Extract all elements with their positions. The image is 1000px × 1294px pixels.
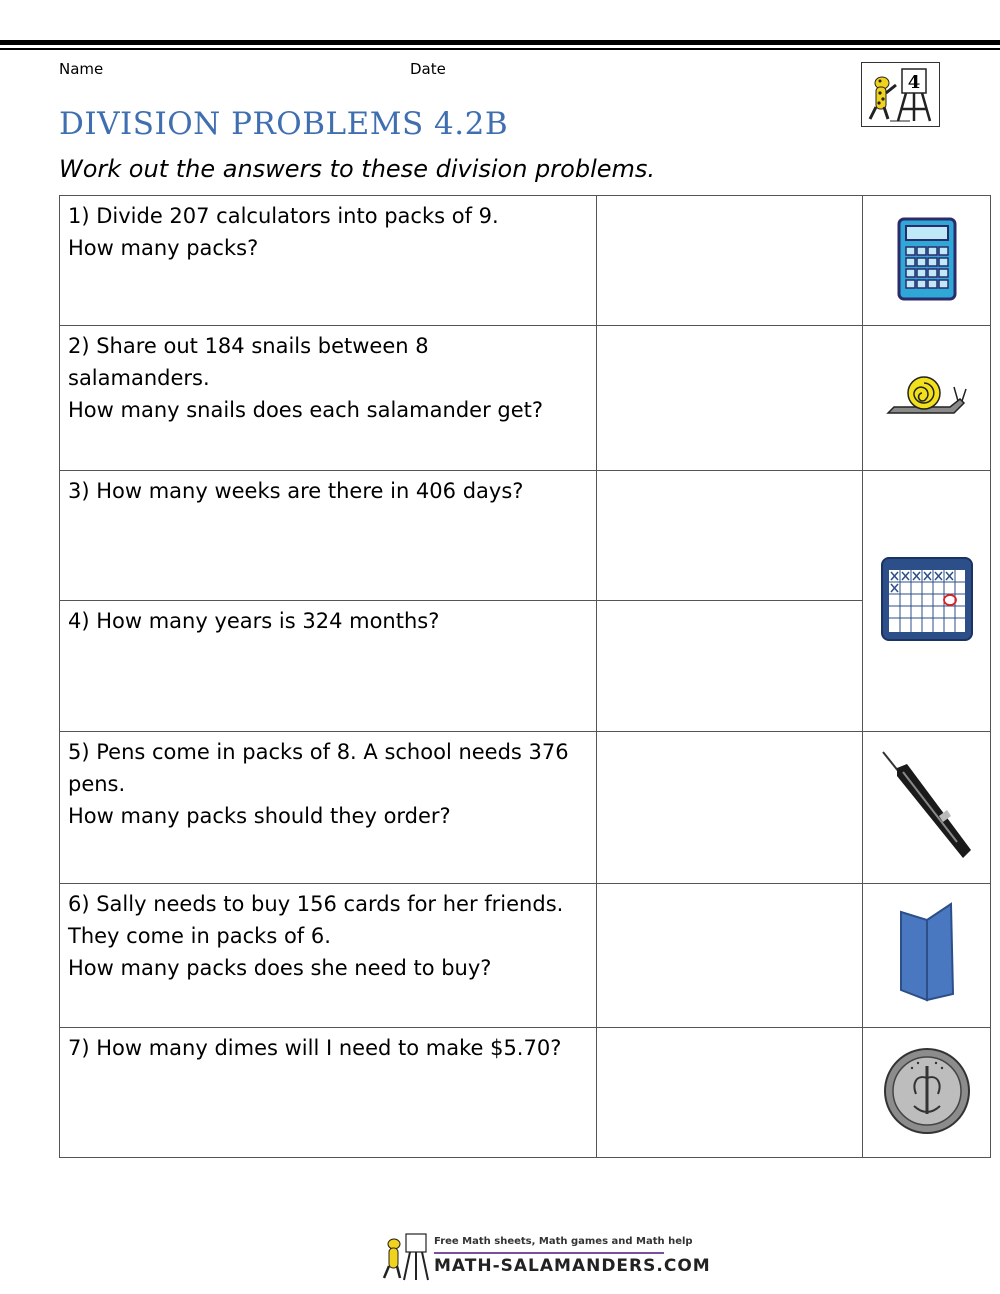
- question-text: 6) Sally needs to buy 156 cards for her friends.: [68, 892, 564, 916]
- table-row: [60, 732, 991, 884]
- answer-cell[interactable]: [597, 1028, 863, 1158]
- snail-icon: [884, 373, 970, 419]
- question-text: 5) Pens come in packs of 8. A school needs 376: [68, 740, 569, 764]
- picture-cell: [863, 196, 991, 326]
- question-cell: [60, 1028, 597, 1158]
- question-text: They come in packs of 6.: [68, 924, 331, 948]
- question-cell: [60, 326, 597, 471]
- answer-cell[interactable]: [597, 471, 863, 601]
- table-row: [60, 471, 991, 601]
- calendar-icon: [880, 556, 974, 642]
- top-rule-thin: [0, 48, 1000, 50]
- instructions: Work out the answers to these division problems.: [59, 155, 656, 183]
- footer-divider: [434, 1252, 664, 1254]
- picture-cell: [863, 732, 991, 884]
- table-row: [60, 196, 991, 326]
- question-text: 7) How many dimes will I need to make $5.70?: [68, 1036, 562, 1060]
- card-icon: [897, 902, 957, 1006]
- page-title: DIVISION PROBLEMS 4.2B: [59, 106, 509, 142]
- answer-cell[interactable]: [597, 884, 863, 1028]
- answer-cell[interactable]: [597, 326, 863, 471]
- footer-tagline: Free Math sheets, Math games and Math help: [434, 1236, 693, 1247]
- answer-cell[interactable]: [597, 601, 863, 732]
- question-text: How many snails does each salamander get?: [68, 398, 544, 422]
- question-text: pens.: [68, 772, 126, 796]
- question-text: How many packs does she need to buy?: [68, 956, 492, 980]
- answer-cell[interactable]: [597, 196, 863, 326]
- question-text: 3) How many weeks are there in 406 days?: [68, 479, 524, 503]
- salamander-icon: [380, 1230, 430, 1286]
- question-text: How many packs should they order?: [68, 804, 451, 828]
- picture-cell: [863, 1028, 991, 1158]
- question-cell: [60, 471, 597, 601]
- question-text: salamanders.: [68, 366, 210, 390]
- question-text: 4) How many years is 324 months?: [68, 609, 440, 633]
- question-text: 2) Share out 184 snails between 8: [68, 334, 429, 358]
- answer-cell[interactable]: [597, 732, 863, 884]
- grade-number: 4: [907, 72, 921, 93]
- footer-logo: [380, 1228, 711, 1288]
- grade-logo: [861, 62, 940, 127]
- date-label: Date: [410, 60, 446, 78]
- name-label: Name: [59, 60, 104, 78]
- problems-table: [59, 195, 991, 1158]
- picture-cell: [863, 471, 991, 732]
- picture-cell: [863, 326, 991, 471]
- calculator-icon: [897, 217, 957, 301]
- table-row: [60, 1028, 991, 1158]
- question-cell: [60, 601, 597, 732]
- picture-cell: [863, 884, 991, 1028]
- question-cell: [60, 196, 597, 326]
- footer-site-link[interactable]: MATH-SALAMANDERS.COM: [434, 1256, 711, 1276]
- table-row: [60, 884, 991, 1028]
- dime-icon: [882, 1046, 972, 1136]
- top-rule: [0, 40, 1000, 45]
- table-row: [60, 601, 991, 732]
- question-text: How many packs?: [68, 236, 259, 260]
- question-cell: [60, 732, 597, 884]
- salamander-icon: [870, 77, 896, 119]
- table-row: [60, 326, 991, 471]
- question-cell: [60, 884, 597, 1028]
- pen-icon: [877, 746, 977, 866]
- question-text: 1) Divide 207 calculators into packs of 9.: [68, 204, 499, 228]
